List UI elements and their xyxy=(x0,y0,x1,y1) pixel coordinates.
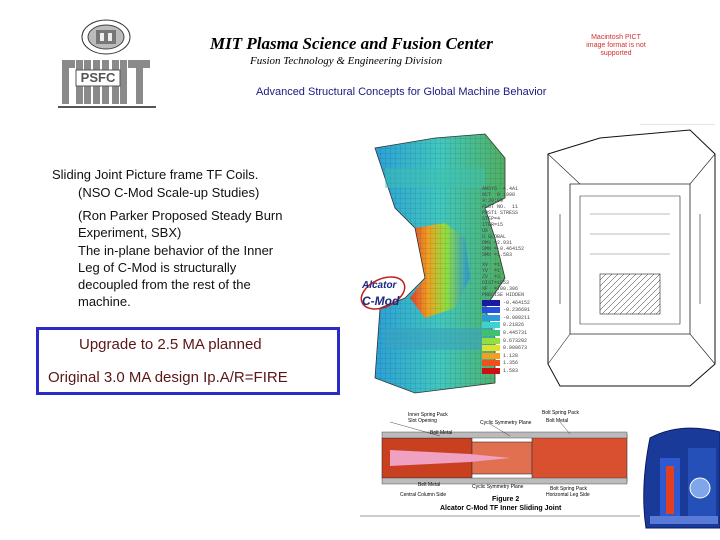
legend-swatch xyxy=(482,322,500,328)
legend-swatch xyxy=(482,315,500,321)
legend-value: 0.445731 xyxy=(503,329,528,336)
label-bolt-metal-top: Bolt Metal xyxy=(546,418,569,424)
callout-line-2: Original 3.0 MA design Ip.A/R=FIRE xyxy=(48,369,288,386)
legend-swatch xyxy=(482,307,500,313)
psfc-logo-text: PSFC xyxy=(80,70,116,85)
legend-swatch xyxy=(482,330,500,336)
legend-row xyxy=(482,345,527,352)
psfc-mit-logo xyxy=(58,58,156,108)
label-inner-spring-pack: Inner Spring Pack xyxy=(408,412,448,418)
legend-row xyxy=(482,307,530,314)
label-belt-metal: Belt Metal xyxy=(418,482,441,488)
body-line-1: Sliding Joint Picture frame TF Coils. xyxy=(52,167,259,182)
legend-row xyxy=(482,329,527,336)
alcator-logo-line2: C-Mod xyxy=(362,294,400,308)
unsupported-image-notice: Macintosh PICT image format is not supported xyxy=(586,34,646,57)
structure-line-drawing xyxy=(540,124,720,390)
alcator-logo-line1: Alcator xyxy=(362,280,397,291)
label-slot-opening: Slot Opening xyxy=(408,418,437,424)
label-bolt-spring-bottom: Bolt Spring Pack xyxy=(550,486,587,492)
legend-swatch xyxy=(482,368,500,374)
legend-value: 0.673202 xyxy=(503,337,528,344)
legend-swatch xyxy=(482,353,500,359)
legend-value: 0.21826 xyxy=(503,322,525,329)
legend-row xyxy=(482,352,518,359)
body-line-2: (NSO C-Mod Scale-up Studies) xyxy=(78,185,260,200)
legend-value: 0.900673 xyxy=(503,345,528,352)
legend-row xyxy=(482,322,524,329)
label-bolt-spring-top: Bolt Spring Pack xyxy=(542,410,579,416)
slide-topic: Advanced Structural Concepts for Global Machine Behavior xyxy=(256,86,547,98)
callout-box xyxy=(36,327,340,395)
tokamak-3d-model xyxy=(640,418,720,530)
figure-number: Figure 2 xyxy=(492,496,520,503)
label-horizontal-leg: Horizontal Leg Side xyxy=(546,492,590,498)
stress-legend xyxy=(482,299,542,379)
ansys-view-text: XV =1 YV =1 ZV =3 DIST=1953 XF =700.306 PRECISE HIDDEN xyxy=(482,262,525,298)
figure-caption: Alcator C-Mod TF Inner Sliding Joint xyxy=(440,505,562,512)
legend-swatch xyxy=(482,345,500,351)
division-subtitle: Fusion Technology & Engineering Division xyxy=(250,55,443,67)
body-line-6: Leg of C-Mod is structurally xyxy=(78,260,237,275)
legend-value: 1.128 xyxy=(503,352,519,359)
legend-value: 1.356 xyxy=(503,360,519,367)
sliding-joint-figure xyxy=(360,408,640,518)
body-line-3: (Ron Parker Proposed Steady Burn xyxy=(78,208,283,223)
page-title: MIT Plasma Science and Fusion Center xyxy=(210,34,493,53)
label-bolt-metal-left: Bolt Metal xyxy=(430,430,453,436)
body-line-4: Experiment, SBX) xyxy=(78,225,182,240)
legend-row xyxy=(482,337,527,344)
alcator-cmod-logo xyxy=(358,270,408,316)
legend-row xyxy=(482,314,530,321)
label-cyclic-plane-top: Cyclic Symmetry Plane xyxy=(480,420,532,426)
legend-swatch xyxy=(482,338,500,344)
body-line-8: machine. xyxy=(78,294,131,309)
legend-row xyxy=(482,367,518,374)
body-line-7: decoupled from the rest of the xyxy=(78,277,251,292)
callout-line-1: Upgrade to 2.5 MA planned xyxy=(79,336,262,353)
legend-value: 1.583 xyxy=(503,367,519,374)
legend-value: -0.464152 xyxy=(503,299,531,306)
legend-value: -0.009211 xyxy=(503,314,531,321)
label-central-column: Central Column Side xyxy=(400,492,447,498)
legend-swatch xyxy=(482,360,500,366)
legend-value: -0.236691 xyxy=(503,307,531,314)
legend-swatch xyxy=(482,300,500,306)
legend-row xyxy=(482,299,530,306)
label-cyclic-plane-bottom: Cyclic Symmetry Plane xyxy=(472,484,524,490)
mit-seal xyxy=(80,18,132,56)
legend-row xyxy=(482,360,518,367)
ansys-header-text: ANSYS 4.4A1 OCT 8 1998 9:20:09 PLOT NO. 11 POST1 STRESS STEP=4 ITER=15 UX D GLOBAL DMX =2.931 SMN =-0.464152 SMX =1.583 xyxy=(482,186,525,258)
body-line-5: The in-plane behavior of the Inner xyxy=(78,243,274,258)
